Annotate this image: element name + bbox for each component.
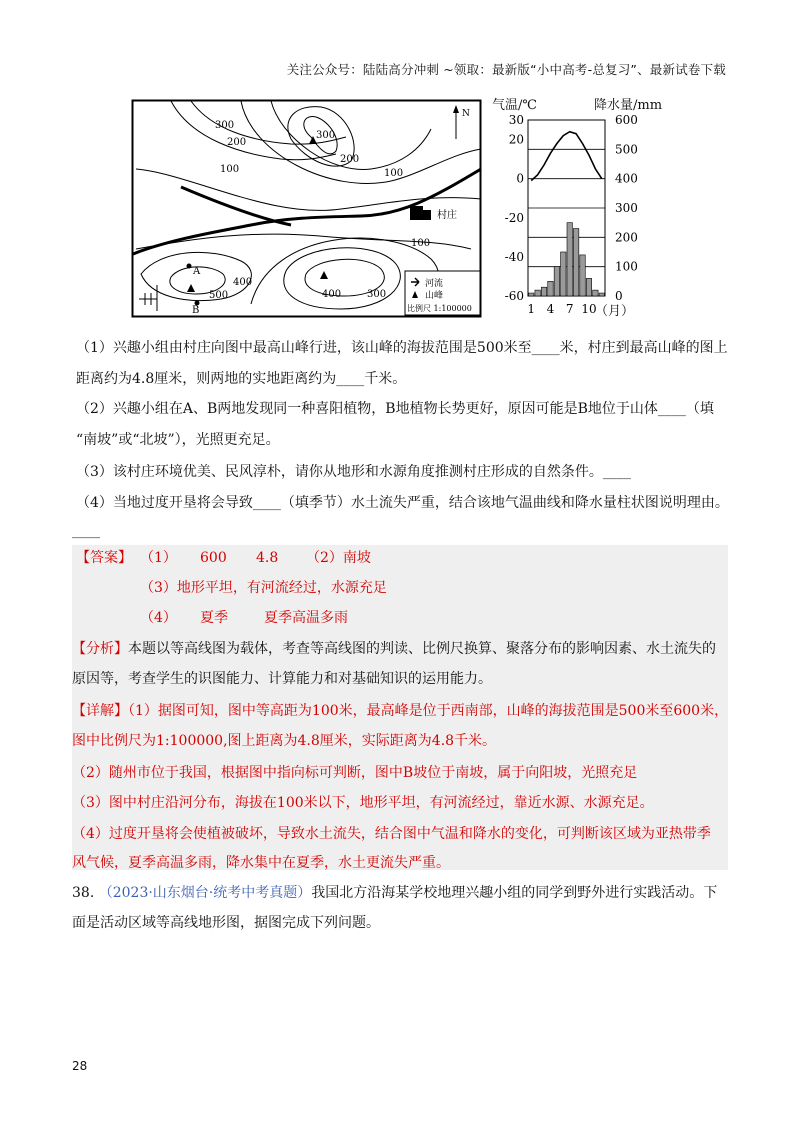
page-number: 28 <box>72 1059 88 1073</box>
detail-line4: （3）图中村庄沿河分布，海拔在100米以下，地形平坦，有河流经过，靠近水源、水源充足。 <box>72 795 654 811</box>
contour-label: 100 <box>411 238 431 249</box>
detail-line3: （2）随州市位于我国，根据图中指向标可判断，图中B坡位于南坡，属于向阳坡，光照充足 <box>72 765 638 781</box>
village-icon <box>410 206 423 220</box>
question-1-line1: （1）兴趣小组由村庄向图中最高山峰行进，该山峰的海拔范围是500米至____米，村庄到最高山峰的图上 <box>76 340 728 356</box>
y-right-tick-label: 100 <box>615 259 638 274</box>
answer-2: （2）南坡 <box>306 550 371 566</box>
y-left-tick-label: -60 <box>504 289 524 303</box>
y-left-tick-label: 0 <box>516 171 524 186</box>
answer-4-value1: 夏季 <box>200 610 228 626</box>
x-tick-label: 1 <box>527 302 536 316</box>
answer-1-value1: 600 <box>200 550 227 566</box>
question-2-line1: （2）兴趣小组在A、B两地发现同一种喜阳植物，B地植物长势更好，原因可能是B地位于山体____（填 <box>76 401 714 417</box>
contour-map <box>131 99 483 319</box>
contour-label: 500 <box>209 290 229 301</box>
precip-bar <box>599 293 604 296</box>
precip-bar <box>580 255 585 296</box>
analysis-line2: 原因等，考查学生的识图能力、计算能力和对基础知识的运用能力。 <box>72 671 492 687</box>
precip-bar <box>586 278 591 296</box>
y-right-tick-label: 0 <box>615 289 623 303</box>
contour-label: 100 <box>384 168 404 179</box>
question-1-line2: 距离约为4.8厘米，则两地的实地距离约为____千米。 <box>76 371 407 387</box>
y-left-tick-label: -40 <box>504 249 524 264</box>
question-38-line1: 38. （2023·山东烟台·统考中考真题）我国北方沿海某学校地理兴趣小组的同学到野外进行实践活动。下 <box>72 885 718 901</box>
header-notice: 关注公众号：陆陆高分冲刺 ~领取：最新版“小中高考-总复习”、最新试卷下载 <box>286 62 726 77</box>
legend-river: 河流 <box>425 279 444 289</box>
y-left-tick-label: -20 <box>504 210 524 225</box>
question-2-line2: “南坡”或“北坡”），光照更充足。 <box>76 432 280 448</box>
detail-line1: 【详解】（1）据图可知，图中等高距为100米，最高峰是位于西南部，山峰的海拔范围是500米至600米， <box>72 703 729 719</box>
precip-bar <box>567 223 572 296</box>
contour-label: 100 <box>220 164 240 175</box>
y-left-tick-label: 20 <box>508 132 524 147</box>
x-tick-label: 4 <box>546 302 555 316</box>
month-unit-label: （月） <box>595 304 635 319</box>
precip-bar <box>548 281 553 296</box>
village-label: 村庄 <box>437 210 457 221</box>
point-a-marker <box>187 264 192 269</box>
analysis-line1: 【分析】本题以等高线图为载体，考查等高线图的判读、比例尺换算、聚落分布的影响因素、水土流失的 <box>72 641 716 657</box>
precip-bar <box>541 287 546 296</box>
precip-bar <box>535 290 540 296</box>
y-right-tick-label: 600 <box>615 113 638 127</box>
contour-label: 200 <box>340 154 360 165</box>
temperature-line <box>531 132 602 181</box>
map-scale: 比例尺 1:100000 <box>407 304 472 313</box>
north-label: N <box>462 109 470 119</box>
precip-axis-title: 降水量/mm <box>594 98 663 113</box>
precip-bar <box>529 293 534 296</box>
point-a-label: A <box>193 266 201 277</box>
detail-line6: 风气候，夏季高温多雨，降水集中在夏季，水土更流失严重。 <box>72 855 450 871</box>
y-right-tick-label: 500 <box>615 142 638 157</box>
y-left-tick-label: 30 <box>508 113 524 127</box>
contour-label: 300 <box>215 120 235 131</box>
detail-line2: 图中比例尺为1:100000,图上距离为4.8厘米，实际距离为4.8千米。 <box>72 733 497 749</box>
contour-label: 300 <box>367 289 387 300</box>
point-b-label: B <box>192 305 200 316</box>
precip-bar <box>593 290 598 296</box>
question-4: （4）当地过度开垦将会导致____（填季节）水土流失严重，结合该地气温曲线和降水量柱状图说明理由。 <box>76 495 729 511</box>
question-4-blank: ____ <box>72 523 100 539</box>
answer-4-value2: 夏季高温多雨 <box>264 610 348 626</box>
precip-bar <box>561 252 566 296</box>
y-right-tick-label: 200 <box>615 230 638 245</box>
precip-bar <box>573 229 578 296</box>
x-tick-label: 10 <box>581 302 597 316</box>
contour-label: 400 <box>233 277 253 288</box>
contour-label: 200 <box>227 137 247 148</box>
contour-label: 300 <box>316 130 336 141</box>
y-right-tick-label: 400 <box>615 171 638 186</box>
legend-peak: 山峰 <box>425 291 444 301</box>
precip-bar <box>554 267 559 296</box>
climate-chart <box>500 110 650 320</box>
answer-4: （4） <box>140 610 177 626</box>
temp-axis-title: 气温/℃ <box>492 98 537 113</box>
contour-label: 400 <box>322 289 342 300</box>
x-tick-label: 7 <box>565 302 574 316</box>
answer-3: （3）地形平坦，有河流经过，水源充足 <box>140 580 387 596</box>
answer-1: （1） <box>140 550 177 566</box>
answer-tag: 【答案】 <box>76 550 132 566</box>
y-right-tick-label: 300 <box>615 201 638 215</box>
question-3: （3）该村庄环境优美、民风淳朴，请你从地形和水源角度推测村庄形成的自然条件。____ <box>76 464 631 480</box>
answer-1-value2: 4.8 <box>256 550 279 566</box>
detail-line5: （4）过度开垦将会使植被破坏，导致水土流失，结合图中气温和降水的变化，可判断该区域为亚热带季 <box>72 826 711 842</box>
question-38-line2: 面是活动区域等高线地形图，据图完成下列问题。 <box>72 915 380 931</box>
